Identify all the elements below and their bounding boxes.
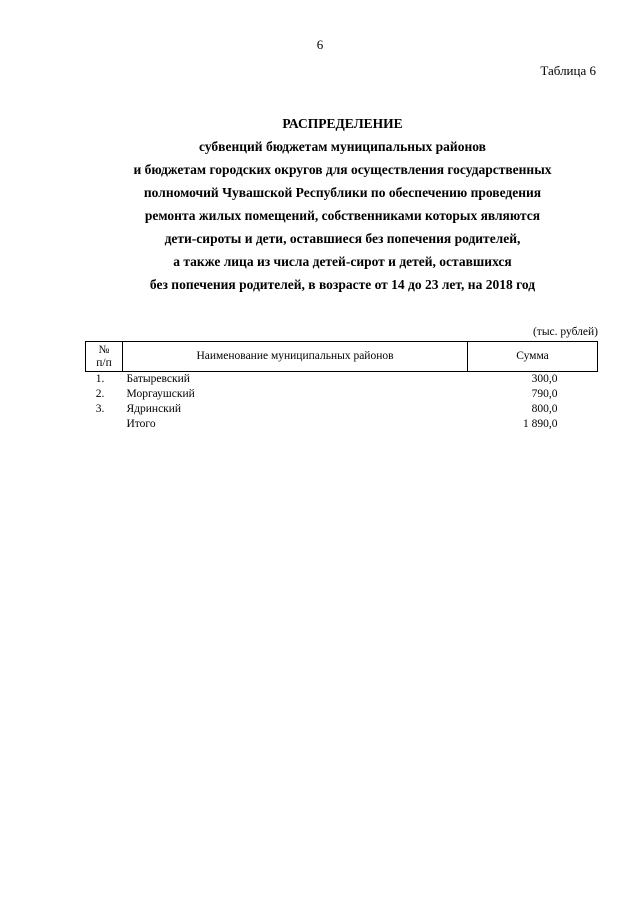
header-number-abbrev: п/п	[96, 356, 112, 369]
header-name: Наименование муниципальных районов	[123, 342, 468, 372]
document-title	[60, 112, 625, 296]
total-sum: 1 890,0	[523, 418, 558, 430]
table-header	[86, 342, 598, 372]
row-sum: 300,0	[531, 373, 558, 385]
row-number: 3.	[95, 403, 105, 415]
title-line: субвенций бюджетам муниципальных районов	[199, 139, 486, 154]
table-body	[86, 372, 598, 433]
row-sum: 790,0	[531, 388, 558, 400]
total-label: Итого	[126, 418, 156, 430]
header-number	[86, 342, 123, 372]
table-row	[86, 387, 598, 402]
row-number: 1.	[95, 373, 105, 385]
total-row	[86, 417, 598, 432]
units-note: (тыс. рублей)	[532, 326, 598, 338]
header-number-symbol: №	[98, 343, 110, 356]
title-line: дети-сироты и дети, оставшиеся без попечения родителей,	[164, 231, 521, 246]
row-sum: 800,0	[531, 403, 558, 415]
table-label: Таблица 6	[540, 63, 596, 78]
page-number: 6	[316, 37, 324, 52]
title-line: а также лица из числа детей-сирот и детей, оставшихся	[173, 254, 512, 269]
title-line: ремонта жилых помещений, собственниками которых являются	[144, 208, 541, 223]
distribution-table	[85, 341, 598, 432]
table-row	[86, 402, 598, 417]
table-row	[86, 372, 598, 388]
row-name: Батыревский	[126, 373, 190, 385]
title-line: без попечения родителей, в возрасте от 14 до 23 лет, на 2018 год	[149, 277, 536, 292]
title-line: и бюджетам городских округов для осуществления государственных	[133, 162, 552, 177]
row-name: Ядринский	[126, 403, 182, 415]
row-number: 2.	[95, 388, 105, 400]
title-heading: РАСПРЕДЕЛЕНИЕ	[282, 116, 403, 131]
header-sum: Сумма	[468, 342, 598, 372]
row-name: Моргаушский	[126, 388, 195, 400]
title-line: полномочий Чувашской Республики по обеспечению проведения	[143, 185, 542, 200]
row-number	[86, 417, 123, 432]
header-row	[86, 342, 598, 372]
